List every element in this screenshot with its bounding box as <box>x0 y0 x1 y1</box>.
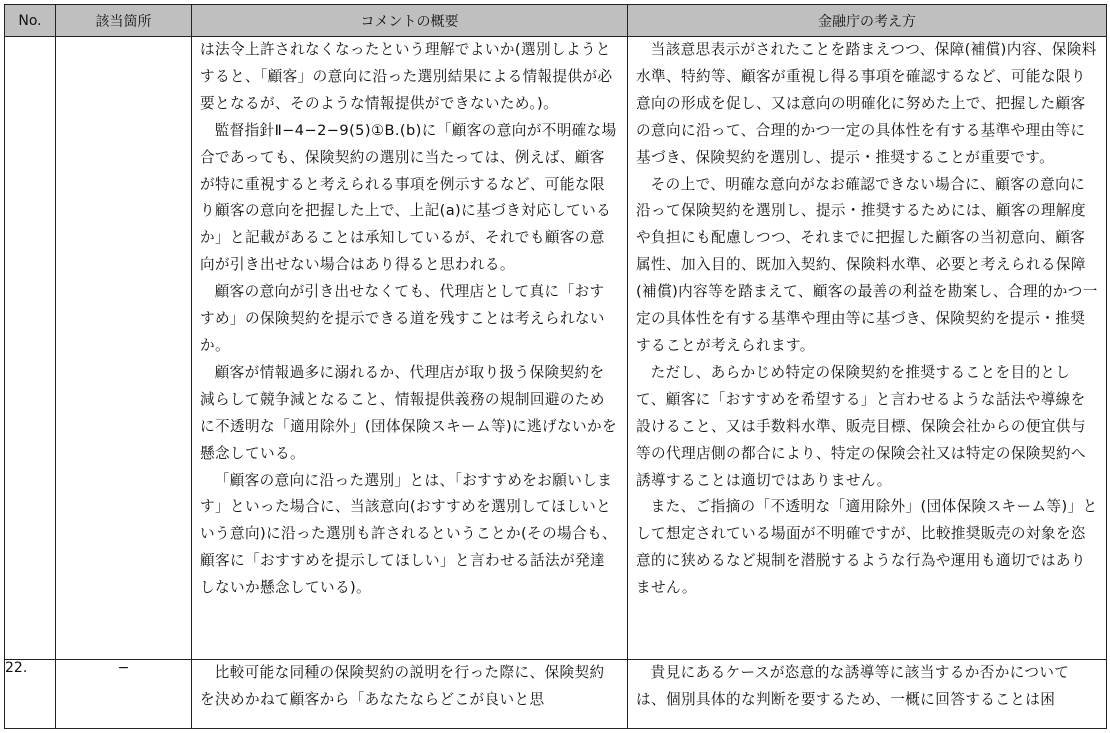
row-location: − <box>56 660 192 729</box>
header-summary: コメントの概要 <box>192 5 628 37</box>
summary-paragraph: 比較可能な同種の保険契約の説明を行った際に、保険契約を決めかねて顧客から「あなたならどこが良いと思 <box>200 664 605 708</box>
view-text <box>628 660 1106 714</box>
view-text <box>628 37 1106 602</box>
table-header-row <box>5 5 1107 37</box>
row-view-cell <box>628 660 1107 729</box>
header-location: 該当箇所 <box>56 5 192 37</box>
summary-paragraph: 顧客が情報過多に溺れるか、代理店が取り扱う保険契約を減らして競争減となること、情報提供義務の規制回避のために不透明な「適用除外」(団体保険スキーム等)に逃げないかを懸念している。 <box>200 363 618 462</box>
row-no: 22. <box>5 660 56 729</box>
view-paragraph: ただし、あらかじめ特定の保険契約を推奨することを目的として、顧客に「おすすめを希望する」と言わせるような話法や導線を設けること、又は手数料水準、販売目標、保険会社からの便宜供与等の代理店側の都合により、特定の保険会社又は特定の保険契約へ誘導することは適切ではありません。 <box>636 363 1086 489</box>
summary-paragraph: は法令上許されなくなったという理解でよいか(選別しようとすると、「顧客」の意向に沿った選別結果による情報提供が必要となるが、そのような情報提供ができないため。)。 <box>200 41 613 112</box>
row-no <box>5 37 56 660</box>
view-paragraph: 当該意思表示がされたことを踏まえつつ、保障(補償)内容、保険料水準、特約等、顧客が重視し得る事項を確認するなど、可能な限り意向の形成を促し、又は意向の明確化に努めた上で、把握した顧客の意向に沿って、合理的かつ一定の具体性を有する基準や理由等に基づき、保険契約を選別し、提示・推奨することが重要です。 <box>636 41 1097 166</box>
summary-paragraph: 「顧客の意向に沿った選別」とは、「おすすめをお願いします」といった場合に、当該意向(おすすめを選別してほしいという意向)に沿った選別も許されるということか(その場合も、顧客に「おすすめを提示してほしい」と言わせる話法が発達しないか懸念している)。 <box>200 471 618 597</box>
table-row <box>5 660 1107 729</box>
summary-paragraph: 顧客の意向が引き出せなくても、代理店として真に「おすすめ」の保険契約を提示できる道を残すことは考えられないか。 <box>200 283 605 354</box>
header-no: No. <box>5 5 56 37</box>
row-view-cell <box>628 37 1107 660</box>
summary-text <box>192 660 627 714</box>
summary-text <box>192 37 627 602</box>
comments-table <box>4 4 1107 729</box>
view-paragraph: また、ご指摘の「不透明な「適用除外」(団体保険スキーム等)」として想定されている場面が不明確ですが、比較推奨販売の対象を恣意的に狭めるなど規制を潜脱するような行為や運用も適切ではありません。 <box>636 498 1098 597</box>
row-summary-cell <box>192 660 628 729</box>
view-paragraph: 貴見にあるケースが恣意的な誘導等に該当するか否かについては、個別具体的な判断を要するため、一概に回答することは困 <box>636 664 1070 708</box>
view-paragraph: その上で、明確な意向がなお確認できない場合に、顧客の意向に沿って保険契約を選別し、提示・推奨するためには、顧客の理解度や負担にも配慮しつつ、それまでに把握した顧客の当初意向、顧客属性、加入目的、既加入契約、保険料水準、必要と考えられる保障(補償)内容等を踏まえて、顧客の最善の利益を勘案し、合理的かつ一定の具体性を有する基準や理由等に基づき、保険契約を提示・推奨することが考えられます。 <box>636 175 1098 354</box>
summary-paragraph: 監督指針Ⅱ−4−2−9(5)①B.(b)に「顧客の意向が不明確な場合であっても、保険契約の選別に当たっては、例えば、顧客が特に重視すると考えられる事項を例示するなど、可能な限り顧客の意向を把握した上で、上記(a)に基づき対応しているか」と記載があることは承知しているが、それでも顧客の意向が引き出せない場合はあり得ると思われる。 <box>200 121 617 274</box>
row-summary-cell <box>192 37 628 660</box>
table-row <box>5 37 1107 660</box>
row-location <box>56 37 192 660</box>
header-fsa-view: 金融庁の考え方 <box>628 5 1107 37</box>
